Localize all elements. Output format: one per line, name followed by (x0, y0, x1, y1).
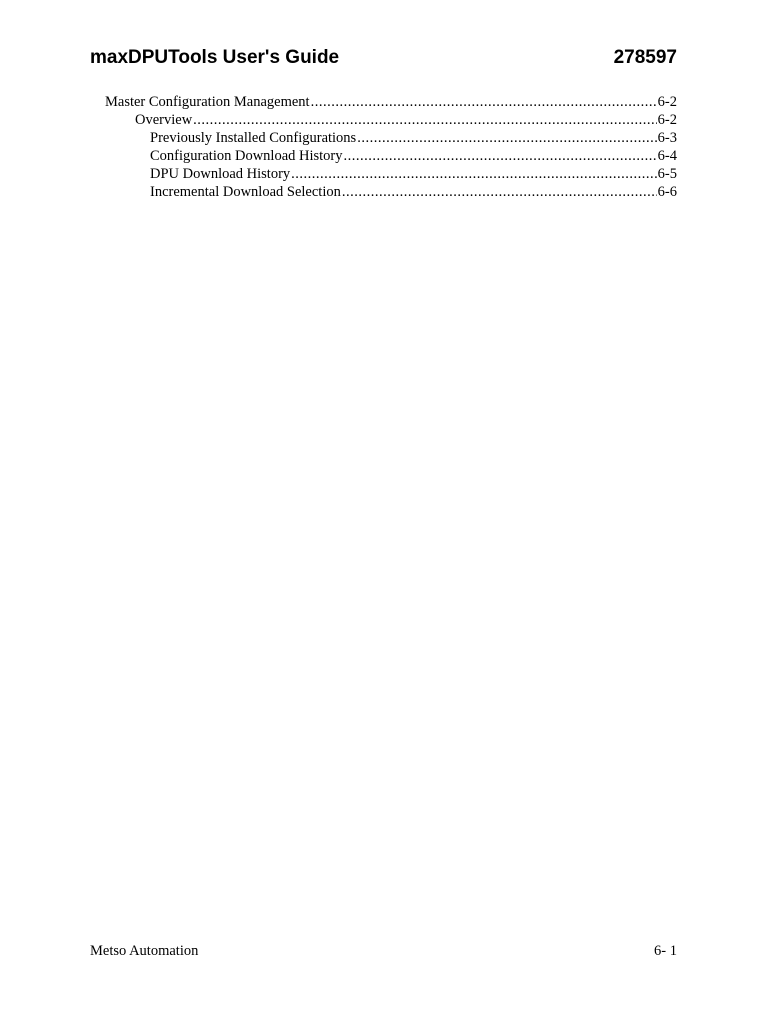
toc-entry-title: Master Configuration Management (105, 94, 310, 110)
toc-dot-leader (311, 93, 657, 111)
toc-dot-leader (193, 111, 656, 129)
toc-page-number: 6-2 (657, 112, 677, 128)
toc-dot-leader (344, 147, 657, 165)
toc-entry-incremental-download-selection[interactable] (90, 183, 677, 201)
toc-dot-leader (342, 183, 657, 201)
toc-page-number: 6-2 (657, 94, 677, 110)
toc-entry-title: DPU Download History (150, 166, 291, 182)
footer-page-number: 6- 1 (654, 943, 677, 959)
toc-entry-title: Overview (135, 112, 193, 128)
toc-entry-title: Incremental Download Selection (150, 184, 341, 200)
toc-entry-overview[interactable] (90, 111, 677, 129)
toc-entry-configuration-download-history[interactable] (90, 147, 677, 165)
toc-entry-title: Configuration Download History (150, 148, 343, 164)
toc-entry-title: Previously Installed Configurations (150, 130, 357, 146)
toc-dot-leader (291, 165, 656, 183)
table-of-contents (90, 93, 677, 201)
toc-page-number: 6-4 (657, 148, 677, 164)
toc-dot-leader (357, 129, 656, 147)
toc-entry-master-configuration-management[interactable] (90, 93, 677, 111)
toc-page-number: 6-3 (657, 130, 677, 146)
toc-page-number: 6-6 (657, 184, 677, 200)
footer-company: Metso Automation (90, 943, 199, 959)
document-title: maxDPUTools User's Guide (90, 47, 340, 68)
page-header (90, 46, 677, 70)
toc-entry-previously-installed-configurations[interactable] (90, 129, 677, 147)
toc-entry-dpu-download-history[interactable] (90, 165, 677, 183)
toc-page-number: 6-5 (657, 166, 677, 182)
page-footer (90, 941, 677, 961)
document-number: 278597 (613, 47, 677, 68)
